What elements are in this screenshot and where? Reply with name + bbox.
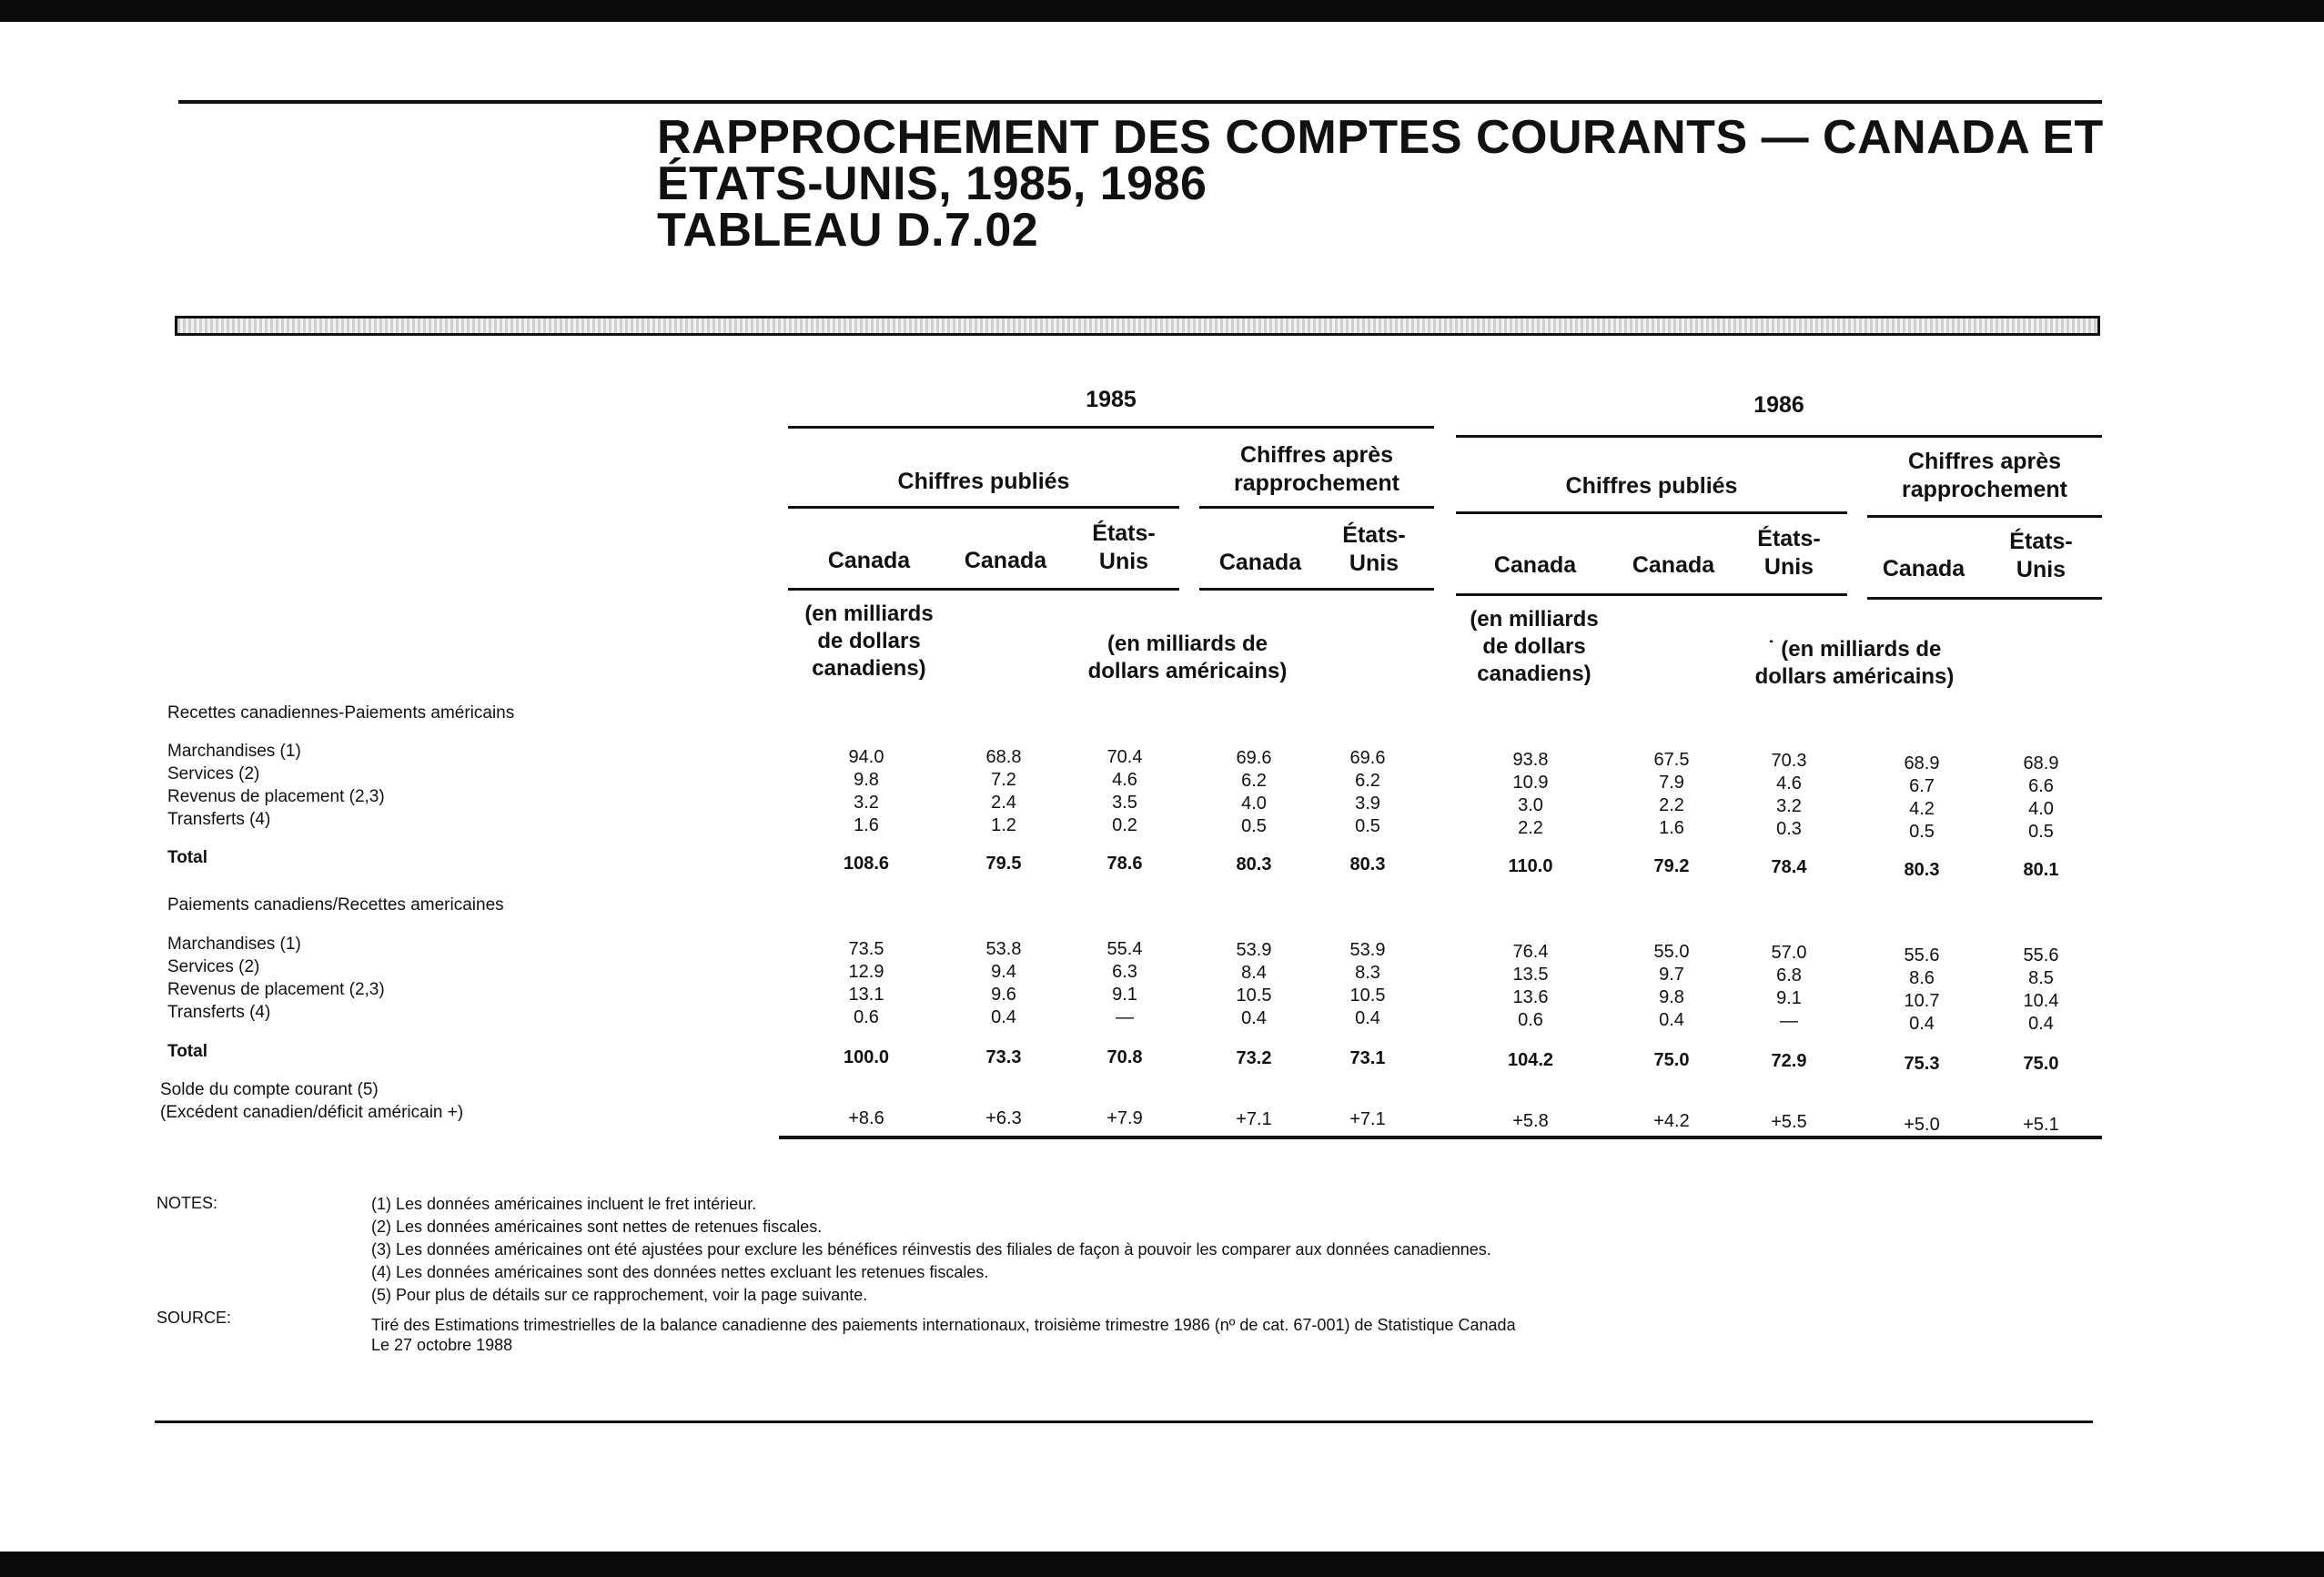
unit-usd-1985: [1051, 631, 1324, 685]
payments-row-1-col-2: 53.8: [985, 939, 1022, 959]
receipts-total-col-1: 108.6: [843, 854, 890, 874]
col-etats-10: [1986, 528, 2096, 584]
receipts-row-3-col-4: 4.0: [1241, 794, 1267, 814]
unit-usd-1985-l1: (en milliards de: [1106, 632, 1268, 656]
receipts-row-2-col-8: 4.6: [1776, 773, 1802, 794]
title-line-2: ÉTATS-UNIS, 1985, 1986: [657, 157, 1207, 210]
col-canada-6: Canada: [1493, 552, 1577, 578]
solde-value-col-6: +5.8: [1512, 1111, 1549, 1131]
note-5: (5) Pour plus de détails sur ce rapprochement, voir la page suivante.: [371, 1286, 868, 1304]
receipts-row-4-col-5: 0.5: [1355, 816, 1380, 836]
receipts-row-2-col-6: 10.9: [1512, 773, 1549, 793]
payments-row-4-col-6: 0.6: [1518, 1010, 1543, 1030]
payments-row-1-col-10: 55.6: [2023, 945, 2059, 965]
col-etats-3-l2: Unis: [1098, 549, 1149, 574]
payments-row-1-col-1: 73.5: [848, 939, 884, 959]
unit-cad-1985-l1: (en milliards: [804, 601, 934, 626]
rule-year-1986: [1456, 435, 2102, 438]
payments-row-3-col-5: 10.5: [1349, 986, 1386, 1006]
solde-label-2: (Excédent canadien/déficit américain +): [160, 1103, 464, 1122]
col-canada-9: Canada: [1882, 556, 1965, 581]
receipts-row-2-col-1: 9.8: [854, 770, 879, 790]
unit-cad-1986-l1: (en milliards: [1470, 607, 1599, 632]
page-title: [657, 111, 2104, 257]
payments-total-col-4: 73.2: [1236, 1048, 1272, 1068]
bottom-rule: [155, 1420, 2093, 1423]
note-1: (1) Les données américaines incluent le fret intérieur.: [371, 1195, 757, 1213]
receipts-row-4-col-8: 0.3: [1776, 819, 1802, 839]
col-etats-5-l2: Unis: [1349, 551, 1399, 576]
solde-value-col-4: +7.1: [1236, 1109, 1272, 1129]
payments-row-2-col-6: 13.5: [1512, 965, 1549, 985]
unit-cad-1986-l2: de dollars: [1482, 634, 1586, 659]
payments-row-2-col-1: 12.9: [848, 962, 884, 982]
unit-cad-1985: [778, 601, 960, 682]
receipts-label-4: Transferts (4): [167, 810, 271, 829]
group-publies-1985: Chiffres publiés: [897, 469, 1070, 494]
payments-row-4-col-3: —: [1116, 1007, 1134, 1027]
payments-row-2-col-5: 8.3: [1355, 963, 1380, 983]
rule-publies-1985: [788, 506, 1179, 509]
rule-apres-1985: [1199, 506, 1434, 509]
receipts-row-2-col-4: 6.2: [1241, 771, 1267, 791]
receipts-row-3-col-2: 2.4: [991, 793, 1016, 813]
year-1986-header: 1986: [1753, 392, 1804, 418]
receipts-row-4-col-3: 0.2: [1112, 815, 1137, 835]
note-2: (2) Les données américaines sont nettes de retenues fiscales.: [371, 1218, 823, 1236]
unit-cad-1985-l2: de dollars: [817, 629, 921, 653]
receipts-row-4-col-4: 0.5: [1241, 816, 1267, 836]
note-3: (3) Les données américaines ont été ajustées pour exclure les bénéfices réinvestis des filiales de façon à pouvoir les comparer aux données canadiennes.: [371, 1240, 1491, 1259]
payments-row-1-col-6: 76.4: [1512, 942, 1549, 962]
group-apres-1985: [1180, 441, 1453, 498]
receipts-total-col-9: 80.3: [1904, 860, 1940, 880]
rule-cols-apres-1986: [1867, 597, 2102, 600]
receipts-row-1-col-5: 69.6: [1349, 748, 1386, 768]
payments-label-2: Services (2): [167, 957, 260, 976]
payments-total-col-9: 75.3: [1904, 1054, 1940, 1074]
solde-value-col-3: +7.9: [1106, 1108, 1143, 1128]
col-canada-2: Canada: [964, 548, 1047, 573]
receipts-row-1-col-2: 68.8: [985, 747, 1022, 767]
group-apres-1985-l2: rapprochement: [1234, 470, 1399, 496]
payments-row-4-col-4: 0.4: [1241, 1008, 1267, 1028]
col-etats-10-l1: États-: [2009, 529, 2073, 554]
receipts-row-1-col-8: 70.3: [1771, 751, 1807, 771]
solde-value-col-7: +4.2: [1653, 1111, 1690, 1131]
receipts-row-1-col-3: 70.4: [1106, 747, 1143, 767]
notes-label: NOTES:: [157, 1194, 218, 1212]
receipts-row-4-col-7: 1.6: [1659, 818, 1684, 838]
note-4: (4) Les données américaines sont des données nettes excluant les retenues fiscales.: [371, 1263, 989, 1281]
payments-row-4-col-9: 0.4: [1909, 1014, 1935, 1034]
section-payments-title: Paiements canadiens/Recettes americaines: [167, 895, 504, 915]
receipts-row-1-col-10: 68.9: [2023, 753, 2059, 773]
receipts-row-1-col-9: 68.9: [1904, 753, 1940, 773]
unit-cad-1985-l3: canadiens): [812, 656, 926, 681]
header-bar: [175, 316, 2100, 336]
receipts-row-4-col-10: 0.5: [2028, 822, 2054, 842]
group-apres-1986-l1: Chiffres après: [1907, 449, 2062, 474]
payments-row-3-col-9: 10.7: [1904, 991, 1940, 1011]
payments-row-2-col-9: 8.6: [1909, 968, 1935, 988]
receipts-row-1-col-1: 94.0: [848, 747, 884, 767]
payments-label-4: Transferts (4): [167, 1003, 271, 1022]
unit-usd-1986-l1-text: (en milliards de: [1781, 637, 1942, 662]
section-receipts-title: Recettes canadiennes-Paiements américains: [167, 703, 515, 723]
payments-total-col-8: 72.9: [1771, 1051, 1807, 1071]
rule-year-1985: [788, 426, 1434, 429]
payments-label-3: Revenus de placement (2,3): [167, 980, 385, 999]
receipts-row-4-col-2: 1.2: [991, 815, 1016, 835]
payments-total-col-7: 75.0: [1653, 1050, 1690, 1070]
payments-row-3-col-1: 13.1: [848, 985, 884, 1005]
payments-row-4-col-2: 0.4: [991, 1007, 1016, 1027]
payments-row-1-col-3: 55.4: [1106, 939, 1143, 959]
receipts-row-2-col-5: 6.2: [1355, 771, 1380, 791]
col-canada-7: Canada: [1632, 552, 1715, 578]
top-rule: [178, 100, 2102, 104]
solde-value-col-2: +6.3: [985, 1108, 1022, 1128]
col-canada-4: Canada: [1218, 550, 1302, 575]
payments-row-1-col-5: 53.9: [1349, 940, 1386, 960]
col-etats-8-l2: Unis: [1763, 554, 1814, 580]
col-etats-5: [1319, 521, 1429, 578]
col-etats-5-l1: États-: [1342, 522, 1406, 548]
payments-row-2-col-2: 9.4: [991, 962, 1016, 982]
scan-bottom-band: [0, 1552, 2324, 1577]
receipts-row-3-col-8: 3.2: [1776, 796, 1802, 816]
payments-row-3-col-4: 10.5: [1236, 986, 1272, 1006]
payments-row-3-col-7: 9.8: [1659, 987, 1684, 1007]
col-etats-8: [1734, 525, 1844, 581]
payments-row-4-col-1: 0.6: [854, 1007, 879, 1027]
receipts-row-1-col-7: 67.5: [1653, 750, 1690, 770]
payments-total-col-6: 104.2: [1507, 1050, 1554, 1070]
receipts-row-2-col-2: 7.2: [991, 770, 1016, 790]
receipts-total-label: Total: [167, 848, 207, 867]
payments-total-label: Total: [167, 1042, 207, 1061]
receipts-total-col-2: 79.5: [985, 854, 1022, 874]
unit-usd-1985-l2: dollars américains): [1087, 659, 1288, 683]
payments-label-1: Marchandises (1): [167, 935, 301, 954]
payments-row-2-col-4: 8.4: [1241, 963, 1267, 983]
receipts-total-col-8: 78.4: [1771, 857, 1807, 877]
receipts-row-3-col-6: 3.0: [1518, 795, 1543, 815]
receipts-row-1-col-4: 69.6: [1236, 748, 1272, 768]
unit-usd-1986-l2: dollars américains): [1754, 664, 1955, 689]
col-etats-3-l1: États-: [1092, 521, 1156, 546]
col-etats-3: [1069, 520, 1178, 576]
payments-total-col-10: 75.0: [2023, 1054, 2059, 1074]
receipts-total-col-3: 78.6: [1106, 854, 1143, 874]
solde-value-col-10: +5.1: [2023, 1115, 2059, 1135]
unit-cad-1986: [1443, 606, 1625, 688]
receipts-row-3-col-7: 2.2: [1659, 795, 1684, 815]
payments-row-2-col-8: 6.8: [1776, 965, 1802, 986]
payments-row-2-col-7: 9.7: [1659, 965, 1684, 985]
receipts-row-4-col-6: 2.2: [1518, 818, 1543, 838]
receipts-row-2-col-10: 6.6: [2028, 776, 2054, 796]
receipts-total-col-7: 79.2: [1653, 856, 1690, 876]
year-1985-header: 1985: [1086, 387, 1137, 412]
receipts-label-1: Marchandises (1): [167, 742, 301, 761]
rule-cols-publies-1986: [1456, 593, 1847, 596]
payments-row-3-col-3: 9.1: [1112, 985, 1137, 1005]
group-apres-1985-l1: Chiffres après: [1239, 442, 1394, 468]
rule-cols-publies-1985: [788, 588, 1179, 591]
payments-row-4-col-7: 0.4: [1659, 1010, 1684, 1030]
receipts-total-col-10: 80.1: [2023, 860, 2059, 880]
source-date: Le 27 octobre 1988: [371, 1336, 513, 1354]
receipts-row-4-col-9: 0.5: [1909, 822, 1935, 842]
receipts-row-2-col-9: 6.7: [1909, 776, 1935, 796]
receipts-label-2: Services (2): [167, 764, 260, 783]
payments-total-col-3: 70.8: [1106, 1047, 1143, 1067]
payments-row-1-col-9: 55.6: [1904, 945, 1940, 965]
payments-row-1-col-4: 53.9: [1236, 940, 1272, 960]
receipts-total-col-6: 110.0: [1508, 856, 1553, 876]
payments-row-4-col-10: 0.4: [2028, 1014, 2054, 1034]
payments-row-3-col-10: 10.4: [2023, 991, 2059, 1011]
payments-row-2-col-3: 6.3: [1112, 962, 1137, 982]
receipts-total-col-4: 80.3: [1236, 854, 1272, 874]
receipts-total-col-5: 80.3: [1349, 854, 1386, 874]
notes-list: [371, 1193, 1491, 1307]
group-publies-1986: Chiffres publiés: [1565, 473, 1738, 499]
col-canada-1: Canada: [827, 548, 911, 573]
receipts-row-3-col-3: 3.5: [1112, 793, 1137, 813]
receipts-row-2-col-7: 7.9: [1659, 773, 1684, 793]
receipts-row-3-col-5: 3.9: [1355, 794, 1380, 814]
unit-usd-1986-l1: [1718, 636, 1991, 663]
receipts-row-3-col-9: 4.2: [1909, 799, 1935, 819]
title-line-1: RAPPROCHEMENT DES COMPTES COURANTS — CANADA ET: [657, 111, 2104, 164]
source-text: Tiré des Estimations trimestrielles de la balance canadienne des paiements internationaux, troisième trimestre 1986 (nº de cat. 67-001) de Statistique Canada: [371, 1316, 1516, 1334]
receipts-label-3: Revenus de placement (2,3): [167, 787, 385, 806]
solde-value-col-5: +7.1: [1349, 1109, 1386, 1129]
unit-usd-1986: [1718, 636, 1991, 691]
receipts-row-1-col-6: 93.8: [1512, 750, 1549, 770]
payments-row-4-col-8: —: [1780, 1011, 1798, 1031]
unit-mark: ˙: [1767, 637, 1775, 662]
solde-value-col-9: +5.0: [1904, 1115, 1940, 1135]
payments-total-col-1: 100.0: [843, 1047, 890, 1067]
payments-row-3-col-6: 13.6: [1512, 987, 1549, 1007]
col-etats-10-l2: Unis: [2016, 557, 2066, 582]
col-etats-8-l1: États-: [1757, 526, 1821, 551]
rule-apres-1986: [1867, 515, 2102, 518]
payments-row-3-col-8: 9.1: [1776, 988, 1802, 1008]
payments-total-col-2: 73.3: [985, 1047, 1022, 1067]
payments-row-4-col-5: 0.4: [1355, 1008, 1380, 1028]
title-line-3: TABLEAU D.7.02: [657, 204, 1039, 257]
payments-row-1-col-7: 55.0: [1653, 942, 1690, 962]
rule-cols-apres-1985: [1199, 588, 1434, 591]
unit-cad-1986-l3: canadiens): [1477, 662, 1591, 686]
payments-row-2-col-10: 8.5: [2028, 968, 2054, 988]
solde-value-col-8: +5.5: [1771, 1112, 1807, 1132]
payments-row-1-col-8: 57.0: [1771, 943, 1807, 963]
scan-top-band: [0, 0, 2324, 22]
group-apres-1986: [1848, 448, 2121, 504]
solde-value-col-1: +8.6: [848, 1108, 884, 1128]
group-apres-1986-l2: rapprochement: [1902, 477, 2067, 502]
receipts-row-3-col-1: 3.2: [854, 793, 879, 813]
receipts-row-2-col-3: 4.6: [1112, 770, 1137, 790]
solde-label-1: Solde du compte courant (5): [160, 1080, 379, 1099]
payments-total-col-5: 73.1: [1349, 1048, 1386, 1068]
payments-row-3-col-2: 9.6: [991, 985, 1016, 1005]
receipts-row-4-col-1: 1.6: [854, 815, 879, 835]
rule-publies-1986: [1456, 511, 1847, 514]
source-label: SOURCE:: [157, 1309, 232, 1327]
receipts-row-3-col-10: 4.0: [2028, 799, 2054, 819]
